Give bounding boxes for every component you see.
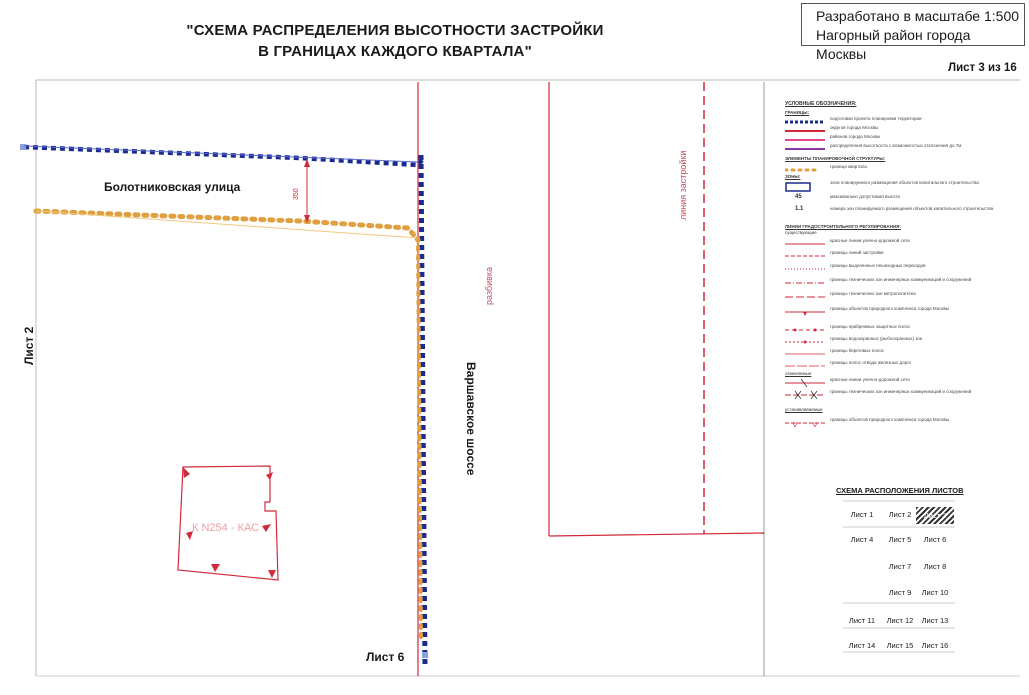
building-line-label: линия застройки <box>678 150 688 220</box>
sheet-scheme-title: СХЕМА РАСПОЛОЖЕНИЯ ЛИСТОВ <box>836 486 964 495</box>
legend-item-cancelled <box>785 389 1010 401</box>
legend-item-established <box>785 417 1010 429</box>
orange-dotted-symbol <box>785 166 833 174</box>
legend-item-height-distribution <box>785 143 1010 155</box>
highway-label: Варшавское шоссе <box>464 362 478 476</box>
legend-item-existing <box>785 291 1010 303</box>
sheet-cell-9[interactable]: Лист 9 <box>888 588 912 597</box>
legend-text: границы полос отвода железных дорог <box>830 360 912 365</box>
legend-text: номера зон планируемого размещения объектов капитального строительства <box>830 206 994 211</box>
legend-text: границы объектов природного комплекса города Москвы <box>830 417 950 422</box>
legend-text: районов города Москвы <box>830 134 881 139</box>
legend-item-existing <box>785 348 1010 360</box>
purple-line-symbol <box>785 145 833 153</box>
legend-text: зона планируемого размещения объектов капитального строительства <box>830 180 979 185</box>
zone-number-symbol: 1.1 <box>795 206 804 212</box>
sheet-cell-10[interactable]: Лист 10 <box>921 588 949 597</box>
dashed-line-symbol <box>785 326 833 334</box>
legend-item-existing <box>785 324 1010 336</box>
sheet-cell-13[interactable]: Лист 13 <box>921 616 949 625</box>
zone-vertex-marker <box>262 524 271 532</box>
sheet-cell-2[interactable]: Лист 2 <box>888 510 912 519</box>
red-line-bottom <box>549 533 764 536</box>
legend-item-existing <box>785 360 1010 372</box>
legend-item-height <box>785 194 1010 206</box>
legend-text: границы технических зон инженерных коммуникаций и сооружений <box>830 277 972 282</box>
sheet-cell-12[interactable]: Лист 12 <box>886 616 914 625</box>
legend-text: границы выделенных пешеходных переходов <box>830 263 926 268</box>
sheet-cell-5[interactable]: Лист 5 <box>888 535 912 544</box>
sheet-cell-16[interactable]: Лист 16 <box>921 641 949 650</box>
cross-line-symbol <box>785 379 833 387</box>
dashed-line-symbol <box>785 293 833 301</box>
legend-item-quarter <box>785 164 1010 176</box>
zone-label: К N254 - КАС <box>192 522 259 534</box>
project-boundary-line <box>24 146 418 162</box>
title-line-2: В ГРАНИЦАХ КАЖДОГО КВАРТАЛА" <box>258 43 532 60</box>
legend-item-existing <box>785 250 1010 262</box>
legend-item-existing <box>785 336 1010 348</box>
zone-vertex-marker <box>268 570 276 578</box>
dashed-line-symbol <box>785 338 833 346</box>
legend-text: границы объектов природного комплекса города Москвы <box>830 306 950 311</box>
legend-text: подготовки проекта планировки территории <box>830 116 922 121</box>
street-label: Болотниковская улица <box>104 180 241 194</box>
legend-text: границы технических зон инженерных коммуникаций и сооружений <box>830 389 972 394</box>
legend-title: УСЛОВНЫЕ ОБОЗНАЧЕНИЯ: <box>785 101 857 107</box>
triangle-line-symbol <box>785 308 833 316</box>
boundary-end-marker <box>20 144 26 150</box>
legend-text: границы технических зон метрополитена <box>830 291 916 296</box>
dashed-line-symbol <box>785 350 833 358</box>
sheet-cell-15[interactable]: Лист 15 <box>886 641 914 650</box>
legend-section-cancelled: отменяемые <box>785 371 812 376</box>
triangle-line-symbol <box>785 419 833 427</box>
legend-item-zone-number <box>785 206 1010 218</box>
legend-section-elements: ЭЛЕМЕНТЫ ПЛАНИРОВОЧНОЙ СТРУКТУРЫ: <box>785 156 886 161</box>
legend-section-established: устанавливаемые <box>785 407 823 412</box>
district-text: Нагорный район города Москвы <box>816 27 971 62</box>
sheet-cell-7[interactable]: Лист 7 <box>888 562 912 571</box>
legend-text: границы водоохранных (рыбоохранных) зон <box>830 336 923 341</box>
legend-text: красные линии улично-дорожной сети <box>830 377 910 382</box>
legend-text: распределения высотности с возможностью отклонения до 7м <box>830 143 962 148</box>
legend-text: границы береговых полос <box>830 348 885 353</box>
legend-text: граница квартала <box>830 164 867 169</box>
legend-item-existing <box>785 263 1010 275</box>
sheet-cell-14[interactable]: Лист 14 <box>848 641 876 650</box>
dimension-label: 350 <box>293 188 300 200</box>
legend-item-zone <box>785 180 1010 192</box>
bottom-sheet-link[interactable]: Лист 6 <box>366 650 405 664</box>
legend-item-cancelled <box>785 377 1010 389</box>
sheet-cell-8[interactable]: Лист 8 <box>923 562 947 571</box>
sheet-number: Лист 3 из 16 <box>948 62 1017 74</box>
sheet-cell-4[interactable]: Лист 4 <box>850 535 874 544</box>
dashed-line-symbol <box>785 362 833 370</box>
legend-text: границы линий застройки <box>830 250 884 255</box>
red-line-symbol <box>785 240 833 248</box>
legend-text: максимально допустимая высота <box>830 194 900 199</box>
zone-vertex-marker <box>211 564 220 572</box>
title-line-1: "СХЕМА РАСПРЕДЕЛЕНИЯ ВЫСОТНОСТИ ЗАСТРОЙКИ <box>186 22 604 39</box>
dashed-line-symbol <box>785 252 833 260</box>
boundary-end-marker-south <box>422 652 428 658</box>
dashed-line-symbol <box>785 279 833 287</box>
cross-line-symbol <box>785 391 833 399</box>
legend-item-existing <box>785 277 1010 289</box>
sheet-cell-11[interactable]: Лист 11 <box>848 616 876 625</box>
dashed-line-symbol <box>785 265 833 273</box>
legend-section-zones: ЗОНЫ: <box>785 174 801 179</box>
zone-rect-symbol <box>785 182 833 192</box>
sheet-cell-6[interactable]: Лист 6 <box>923 535 947 544</box>
sheet-cell-1[interactable]: Лист 1 <box>850 510 874 519</box>
legend-section-borders: ГРАНИЦЫ: <box>785 110 810 115</box>
height-value-symbol: 45 <box>795 194 802 200</box>
left-sheet-link[interactable]: Лист 2 <box>22 326 36 365</box>
legend-section-regulation: ЛИНИИ ГРАДОСТРОИТЕЛЬНОГО РЕГУЛИРОВАНИЯ: <box>785 224 901 229</box>
scale-text: Разработано в масштабе 1:500 <box>816 8 1020 24</box>
sheet-cell-3-active[interactable]: Лист 3 <box>916 507 954 524</box>
legend-text: красные линии улично-дорожной сети <box>830 238 910 243</box>
project-boundary-north <box>24 147 422 165</box>
legend-section-existing: существующие <box>785 230 817 235</box>
legend-text: границы прибрежных защитных полос <box>830 324 911 329</box>
legend-item-existing <box>785 238 1010 250</box>
split-line-label: разбивка <box>484 266 494 305</box>
zone-vertex-marker <box>183 467 190 478</box>
legend-item-existing <box>785 306 1010 318</box>
legend-text: округов города Москвы <box>830 125 879 130</box>
